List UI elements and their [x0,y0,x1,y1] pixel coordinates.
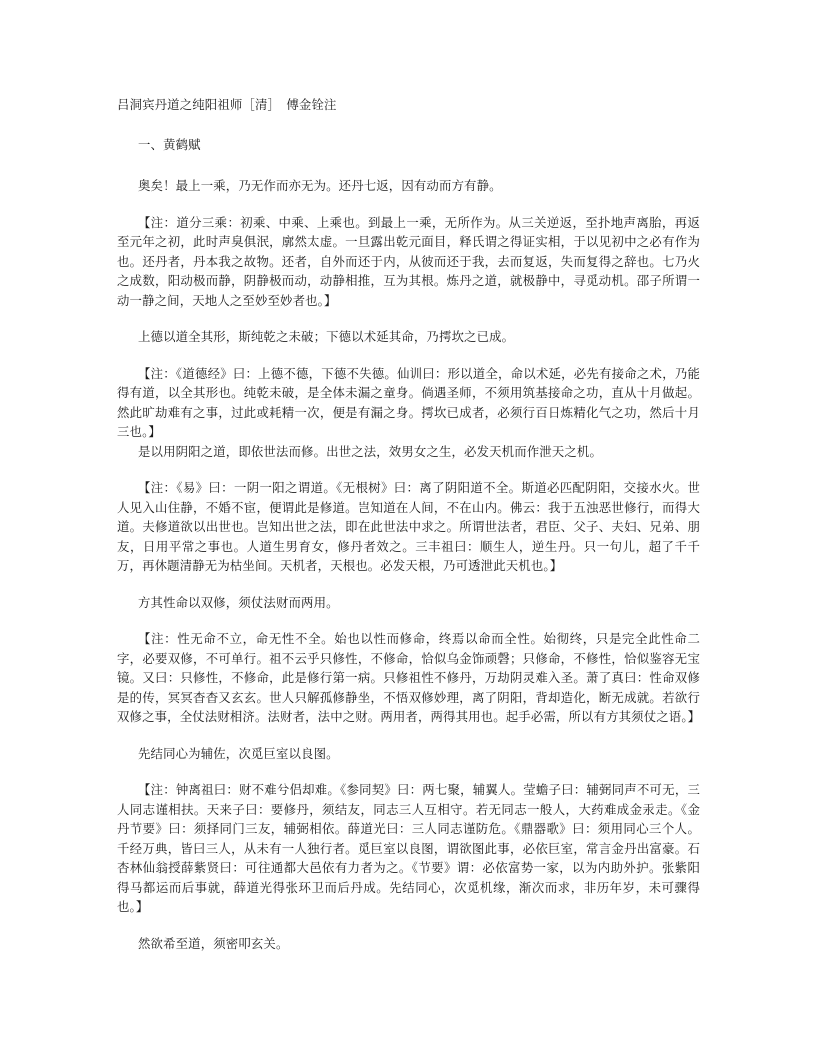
verse-paragraph: 上德以道全其形，斯纯乾之未破；下德以术延其命，乃摴坎之已成。 [138,329,515,344]
verse-paragraph: 方其性命以双修，须仗法财而两用。 [138,594,339,610]
note-paragraph: 【注：钟离祖曰：财不难兮侣却难。《参同契》曰：两七聚，辅翼人。莹蟾子曰：辅弼同声不可无，三人同志谨相扶。天来子曰：要修丹，须结友，同志三人互相守。若无同志一般人，大药难成金汞走。《金丹节要》曰：须择同门三友，辅弼相依。薛道光曰：三人同志谨防危。《鼎器歌》曰：须用同心三个人。千经万典，皆曰三人，从未有一人独行者。觅巨室以良图，谓欲图此事，必依巨室，常言金丹出富豪。石杏林仙翁授薛紫贤曰：可往通都大邑依有力者为之。《节要》谓：必依富势一家，以为内助外护。张紫阳得马都运而后事就，薛道光得张环卫而后丹成。先结同心，次觅机缘，渐次而求，非历年岁，未可骤得也。】 [117,782,700,914]
verse-paragraph: 奥矣！最上一乘，乃无作而亦无为。还丹七返，因有动而方有静。 [138,178,502,193]
verse-paragraph: 然欲希至道，须密叩玄关。 [138,935,289,951]
note-paragraph: 【注：性无命不立，命无性不全。始也以性而修命，终焉以命而全性。始彻终，只是完全此性命二字，必要双修，不可单行。祖不云乎只修性，不修命，恰似乌金饰顽磬；只修命，不修性，恰似鉴容无宝镜。又曰：只修性，不修命，此是修行第一病。只修祖性不修丹，万劫阴灵难入圣。萧了真曰：性命双修是的传，冥冥杳杳又玄玄。世人只解孤修静坐，不悟双修妙理，离了阴阳，背却造化，断无成就。若欲行双修之事，全仗法财相济。法财者，法中之财。两用者，两得其用也。起手必需，所以有方其须仗之语。】 [117,631,701,724]
note-paragraph: 【注：《易》曰：一阴一阳之谓道。《无根树》曰：离了阴阳道不全。斯道必匹配阴阳，交接水火。世人见入山住静，不婚不宦，便谓此是修道。岂知道在人间，不在山内。佛云：我于五浊恶世修行，而得大道。夫修道欲以出世也。岂知出世之法，即在此世法中求之。所谓世法者，君臣、父子、夫妇、兄弟、朋友，日用平常之事也。人道生男育女，修丹者效之。三丰祖曰：顺生人，逆生丹。只一句儿，超了千千万，再休题清静无为枯坐间。天机者，天根也。必发天根，乃可透泄此天机也。】 [117,480,700,573]
verse-paragraph: 是以用阴阳之道，即依世法而修。出世之法，效男女之生，必发天机而作泄天之机。 [138,443,603,459]
document-content [117,96,700,970]
note-paragraph: 【注：道分三乘：初乘、中乘、上乘也。到最上一乘，无所作为。从三关逆返，至扑地声离胎，再返至元年之初，此时声臭俱泯，廓然太虚。一旦露出乾元面目，释氏谓之得证实相，于以见初中之必有作为也。还丹者，丹本我之故物。还者，自外而还于内，从彼而还于我，去而复返，失而复得之辞也。七乃火之成数，阳动极而静，阴静极而动，动静相推，互为其根。炼丹之道，就极静中，寻觅动机。邵子所谓一动一静之间，天地人之至妙至妙者也。】 [117,214,700,308]
note-paragraph: 【注：《道德经》曰：上德不德，下德不失德。仙训曰：形以道全，命以术延，必先有接命之术，乃能得有道，以全其形也。纯乾未破，是全体未漏之童身。倘遇圣师，不须用筑基接命之功，直从十月做起。然此旷劫难有之事，过此或耗精一次，便是有漏之身。摴坎已成者，必须行百日炼精化气之功，然后十月三也。】 [117,365,700,439]
verse-paragraph: 先结同心为辅佐，次觅巨室以良图。 [138,745,339,761]
section-heading: 一、黄鹤赋 [138,137,201,152]
document-title: 吕洞宾丹道之纯阳祖师［清］ 傅金铨注 [117,97,337,112]
